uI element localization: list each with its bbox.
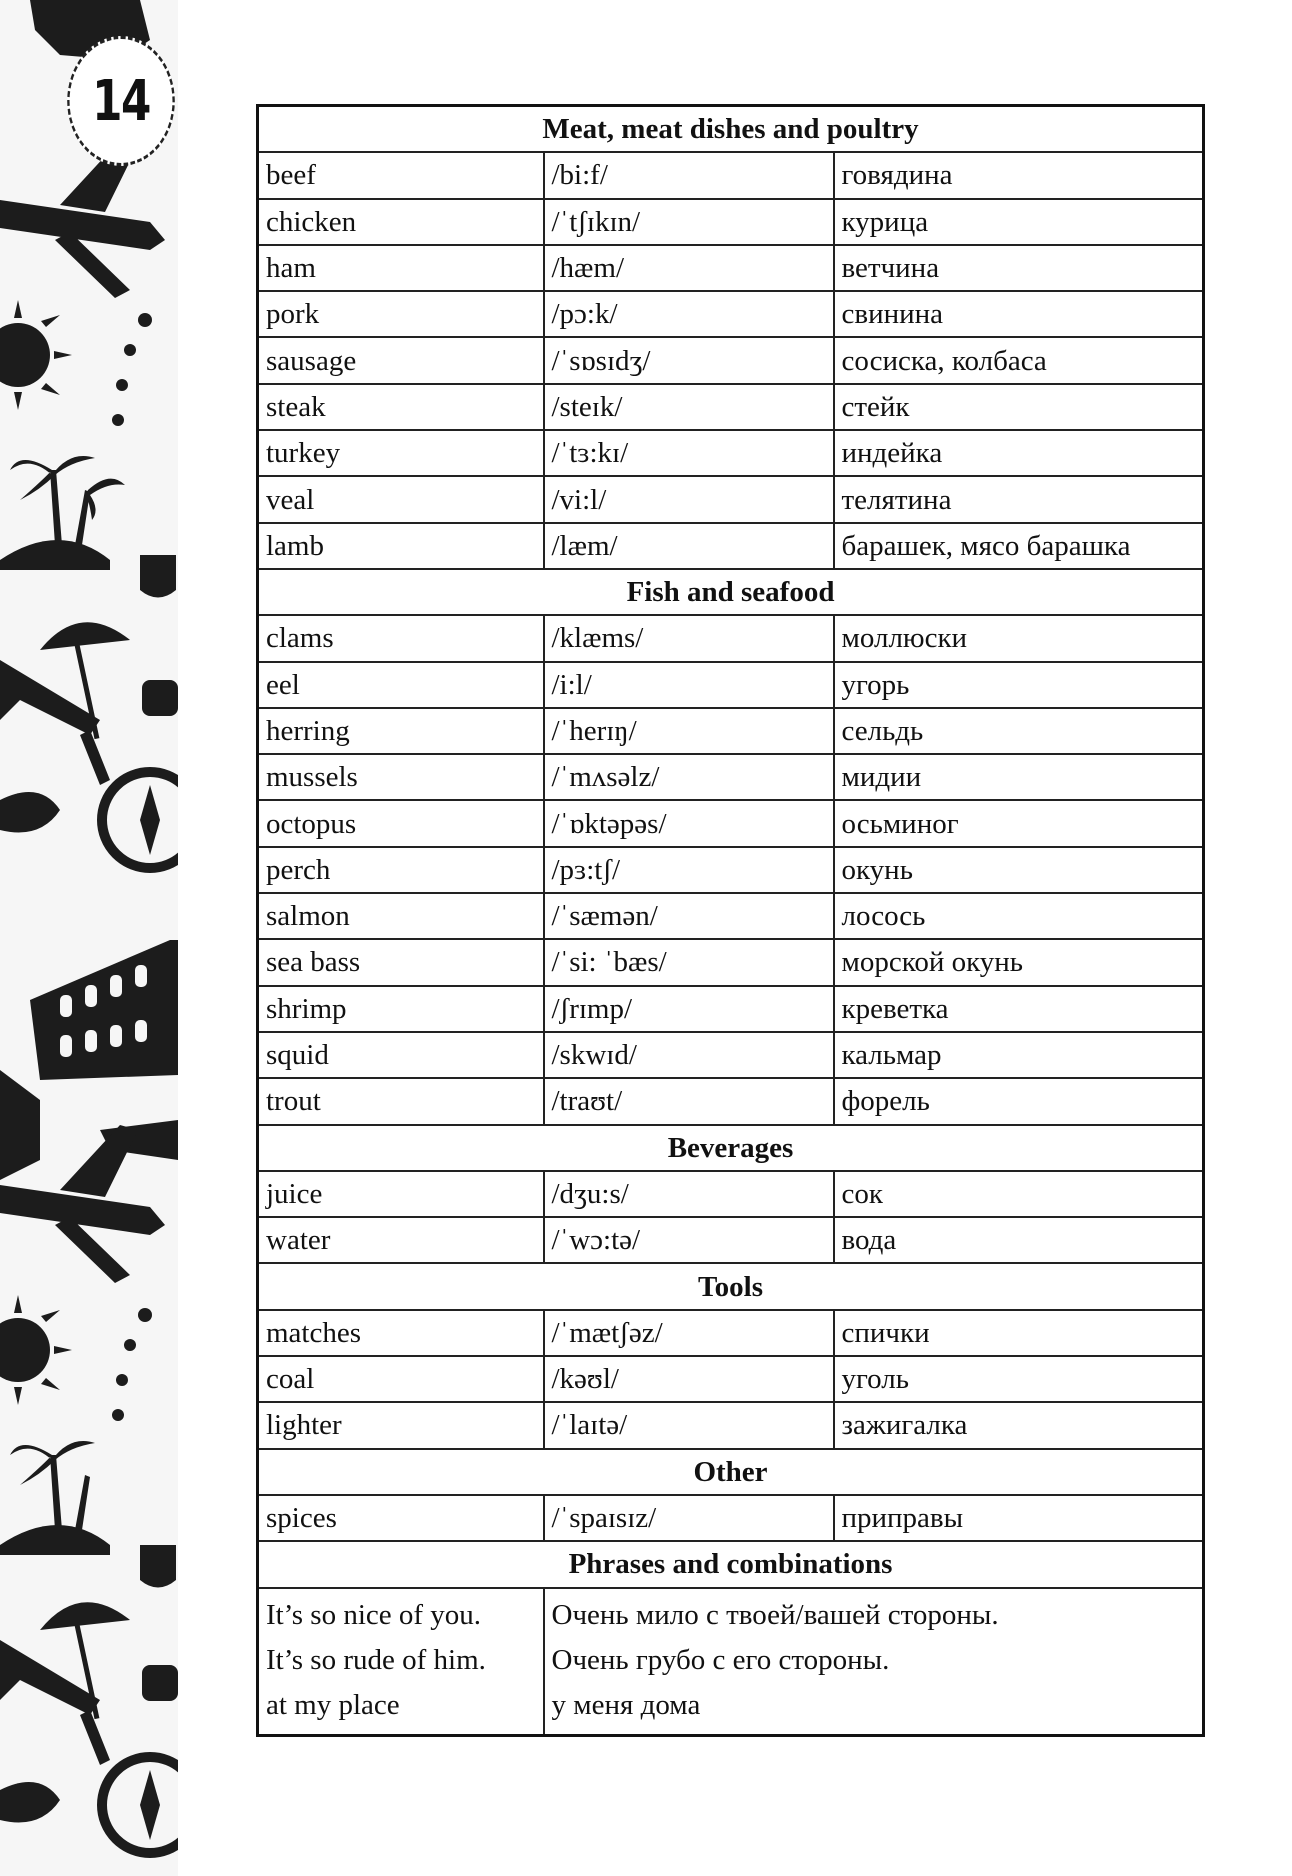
section-header-row <box>258 1449 1204 1495</box>
table-row <box>258 291 1204 337</box>
table-row <box>258 1078 1204 1124</box>
translation-cell: курица <box>834 199 1204 245</box>
phrase-russian: Очень мило с твоей/вашей стороны. <box>551 1598 999 1631</box>
phrases-russian-cell <box>544 1588 1204 1736</box>
table-row <box>258 1171 1204 1217</box>
table-row <box>258 662 1204 708</box>
translation-cell: мидии <box>834 754 1204 800</box>
section-header-row <box>258 1541 1204 1587</box>
section-title: Beverages <box>258 1125 1204 1171</box>
word-cell: shrimp <box>258 986 544 1032</box>
transcription-cell: /bi:f/ <box>544 152 834 198</box>
phrases-english-cell <box>258 1588 544 1736</box>
translation-cell: угорь <box>834 662 1204 708</box>
table-row <box>258 1402 1204 1448</box>
phrase-english: It’s so nice of you. <box>266 1598 482 1631</box>
decorative-travel-strip <box>0 0 178 1876</box>
shape <box>0 1070 40 1180</box>
table-row <box>258 986 1204 1032</box>
compass-icon <box>102 1757 178 1853</box>
translation-cell: стейк <box>834 384 1204 430</box>
word-cell: sausage <box>258 337 544 383</box>
palm-island-icon <box>0 456 125 570</box>
table-row <box>258 615 1204 661</box>
transcription-cell: /pɜ:tʃ/ <box>544 847 834 893</box>
translation-cell: уголь <box>834 1356 1204 1402</box>
transcription-cell: /ˈsi: ˈbæs/ <box>544 939 834 985</box>
transcription-cell: /ˈspaɪsɪz/ <box>544 1495 834 1541</box>
phrases-row <box>258 1588 1204 1736</box>
translation-cell: кальмар <box>834 1032 1204 1078</box>
word-cell: water <box>258 1217 544 1263</box>
word-cell: perch <box>258 847 544 893</box>
transcription-cell: /ˈlaɪtə/ <box>544 1402 834 1448</box>
table-row <box>258 1356 1204 1402</box>
word-cell: lighter <box>258 1402 544 1448</box>
table-row <box>258 1310 1204 1356</box>
translation-cell: креветка <box>834 986 1204 1032</box>
wave-shape <box>0 792 60 833</box>
anchor-icon <box>140 555 176 598</box>
translation-cell: свинина <box>834 291 1204 337</box>
translation-cell: лосось <box>834 893 1204 939</box>
dots <box>112 313 152 426</box>
transcription-cell: /læm/ <box>544 523 834 569</box>
table-row <box>258 523 1204 569</box>
table-row <box>258 152 1204 198</box>
travel-pattern <box>0 0 178 1876</box>
section-header-row <box>258 106 1204 153</box>
compass-icon <box>102 772 178 868</box>
transcription-cell: /hæm/ <box>544 245 834 291</box>
word-cell: eel <box>258 662 544 708</box>
transcription-cell: /kəʊl/ <box>544 1356 834 1402</box>
phrase-english: It’s so rude of him. <box>266 1643 486 1676</box>
translation-cell: приправы <box>834 1495 1204 1541</box>
bag <box>142 1665 178 1701</box>
phrase-english: at my place <box>266 1688 400 1721</box>
deck-chair-icon <box>0 660 110 785</box>
table-row <box>258 1032 1204 1078</box>
word-cell: veal <box>258 476 544 522</box>
table-row <box>258 1217 1204 1263</box>
translation-cell: сок <box>834 1171 1204 1217</box>
word-cell: steak <box>258 384 544 430</box>
transcription-cell: /traʊt/ <box>544 1078 834 1124</box>
wave-shape <box>0 1782 60 1823</box>
word-cell: turkey <box>258 430 544 476</box>
translation-cell: сосиска, колбаса <box>834 337 1204 383</box>
table-row <box>258 939 1204 985</box>
table-row <box>258 245 1204 291</box>
table-row <box>258 430 1204 476</box>
transcription-cell: /klæms/ <box>544 615 834 661</box>
translation-cell: осьминог <box>834 800 1204 846</box>
anchor-icon <box>140 1545 176 1588</box>
airplane-icon <box>0 140 165 298</box>
dots <box>112 1308 152 1421</box>
translation-cell: зажигалка <box>834 1402 1204 1448</box>
transcription-cell: /steɪk/ <box>544 384 834 430</box>
translation-cell: окунь <box>834 847 1204 893</box>
word-cell: herring <box>258 708 544 754</box>
transcription-cell: /ˈmætʃəz/ <box>544 1310 834 1356</box>
translation-cell: телятина <box>834 476 1204 522</box>
table-row <box>258 847 1204 893</box>
word-cell: salmon <box>258 893 544 939</box>
section-title: Fish and seafood <box>258 569 1204 615</box>
sun-icon <box>0 300 72 410</box>
translation-cell: ветчина <box>834 245 1204 291</box>
transcription-cell: /i:l/ <box>544 662 834 708</box>
table-row <box>258 199 1204 245</box>
transcription-cell: /ˈherɪŋ/ <box>544 708 834 754</box>
translation-cell: говядина <box>834 152 1204 198</box>
section-title: Tools <box>258 1263 1204 1309</box>
vocabulary-table-body <box>258 106 1204 1736</box>
translation-cell: вода <box>834 1217 1204 1263</box>
transcription-cell: /ˈsæmən/ <box>544 893 834 939</box>
transcription-cell: /ˈɒktəpəs/ <box>544 800 834 846</box>
word-cell: chicken <box>258 199 544 245</box>
transcription-cell: /pɔ:k/ <box>544 291 834 337</box>
translation-cell: индейка <box>834 430 1204 476</box>
vocabulary-table <box>256 104 1205 1737</box>
table-row <box>258 1495 1204 1541</box>
table-row <box>258 708 1204 754</box>
section-header-row <box>258 1125 1204 1171</box>
word-cell: squid <box>258 1032 544 1078</box>
transcription-cell: /ˈtɜ:kɪ/ <box>544 430 834 476</box>
word-cell: clams <box>258 615 544 661</box>
transcription-cell: /ˈmʌsəlz/ <box>544 754 834 800</box>
word-cell: sea bass <box>258 939 544 985</box>
section-header-row <box>258 569 1204 615</box>
vocabulary-table-container <box>256 104 1202 1737</box>
section-title: Meat, meat dishes and poultry <box>258 106 1204 153</box>
word-cell: coal <box>258 1356 544 1402</box>
deck-chair-icon <box>0 1640 110 1765</box>
translation-cell: сельдь <box>834 708 1204 754</box>
phrase-russian: Очень грубо с его стороны. <box>551 1643 890 1676</box>
transcription-cell: /vi:l/ <box>544 476 834 522</box>
transcription-cell: /skwɪd/ <box>544 1032 834 1078</box>
table-row <box>258 800 1204 846</box>
word-cell: trout <box>258 1078 544 1124</box>
translation-cell: спички <box>834 1310 1204 1356</box>
palm-island-icon <box>0 1441 110 1555</box>
word-cell: pork <box>258 291 544 337</box>
translation-cell: моллюски <box>834 615 1204 661</box>
transcription-cell: /ˈsɒsɪdʒ/ <box>544 337 834 383</box>
table-row <box>258 476 1204 522</box>
table-row <box>258 893 1204 939</box>
word-cell: octopus <box>258 800 544 846</box>
table-row <box>258 337 1204 383</box>
translation-cell: форель <box>834 1078 1204 1124</box>
table-row <box>258 754 1204 800</box>
transcription-cell: /ˈtʃɪkɪn/ <box>544 199 834 245</box>
word-cell: ham <box>258 245 544 291</box>
section-header-row <box>258 1263 1204 1309</box>
sun-icon <box>0 1295 72 1405</box>
table-row <box>258 384 1204 430</box>
colosseum-icon <box>30 940 178 1080</box>
word-cell: matches <box>258 1310 544 1356</box>
bag <box>142 680 178 716</box>
section-title: Other <box>258 1449 1204 1495</box>
section-title: Phrases and combinations <box>258 1541 1204 1587</box>
translation-cell: барашек, мясо барашка <box>834 523 1204 569</box>
transcription-cell: /ʃrɪmp/ <box>544 986 834 1032</box>
translation-cell: морской окунь <box>834 939 1204 985</box>
word-cell: lamb <box>258 523 544 569</box>
page-number: 14 <box>67 36 175 166</box>
word-cell: juice <box>258 1171 544 1217</box>
word-cell: spices <box>258 1495 544 1541</box>
transcription-cell: /ˈwɔ:tə/ <box>544 1217 834 1263</box>
phrase-russian: у меня дома <box>551 1688 701 1721</box>
word-cell: mussels <box>258 754 544 800</box>
transcription-cell: /dʒu:s/ <box>544 1171 834 1217</box>
word-cell: beef <box>258 152 544 198</box>
